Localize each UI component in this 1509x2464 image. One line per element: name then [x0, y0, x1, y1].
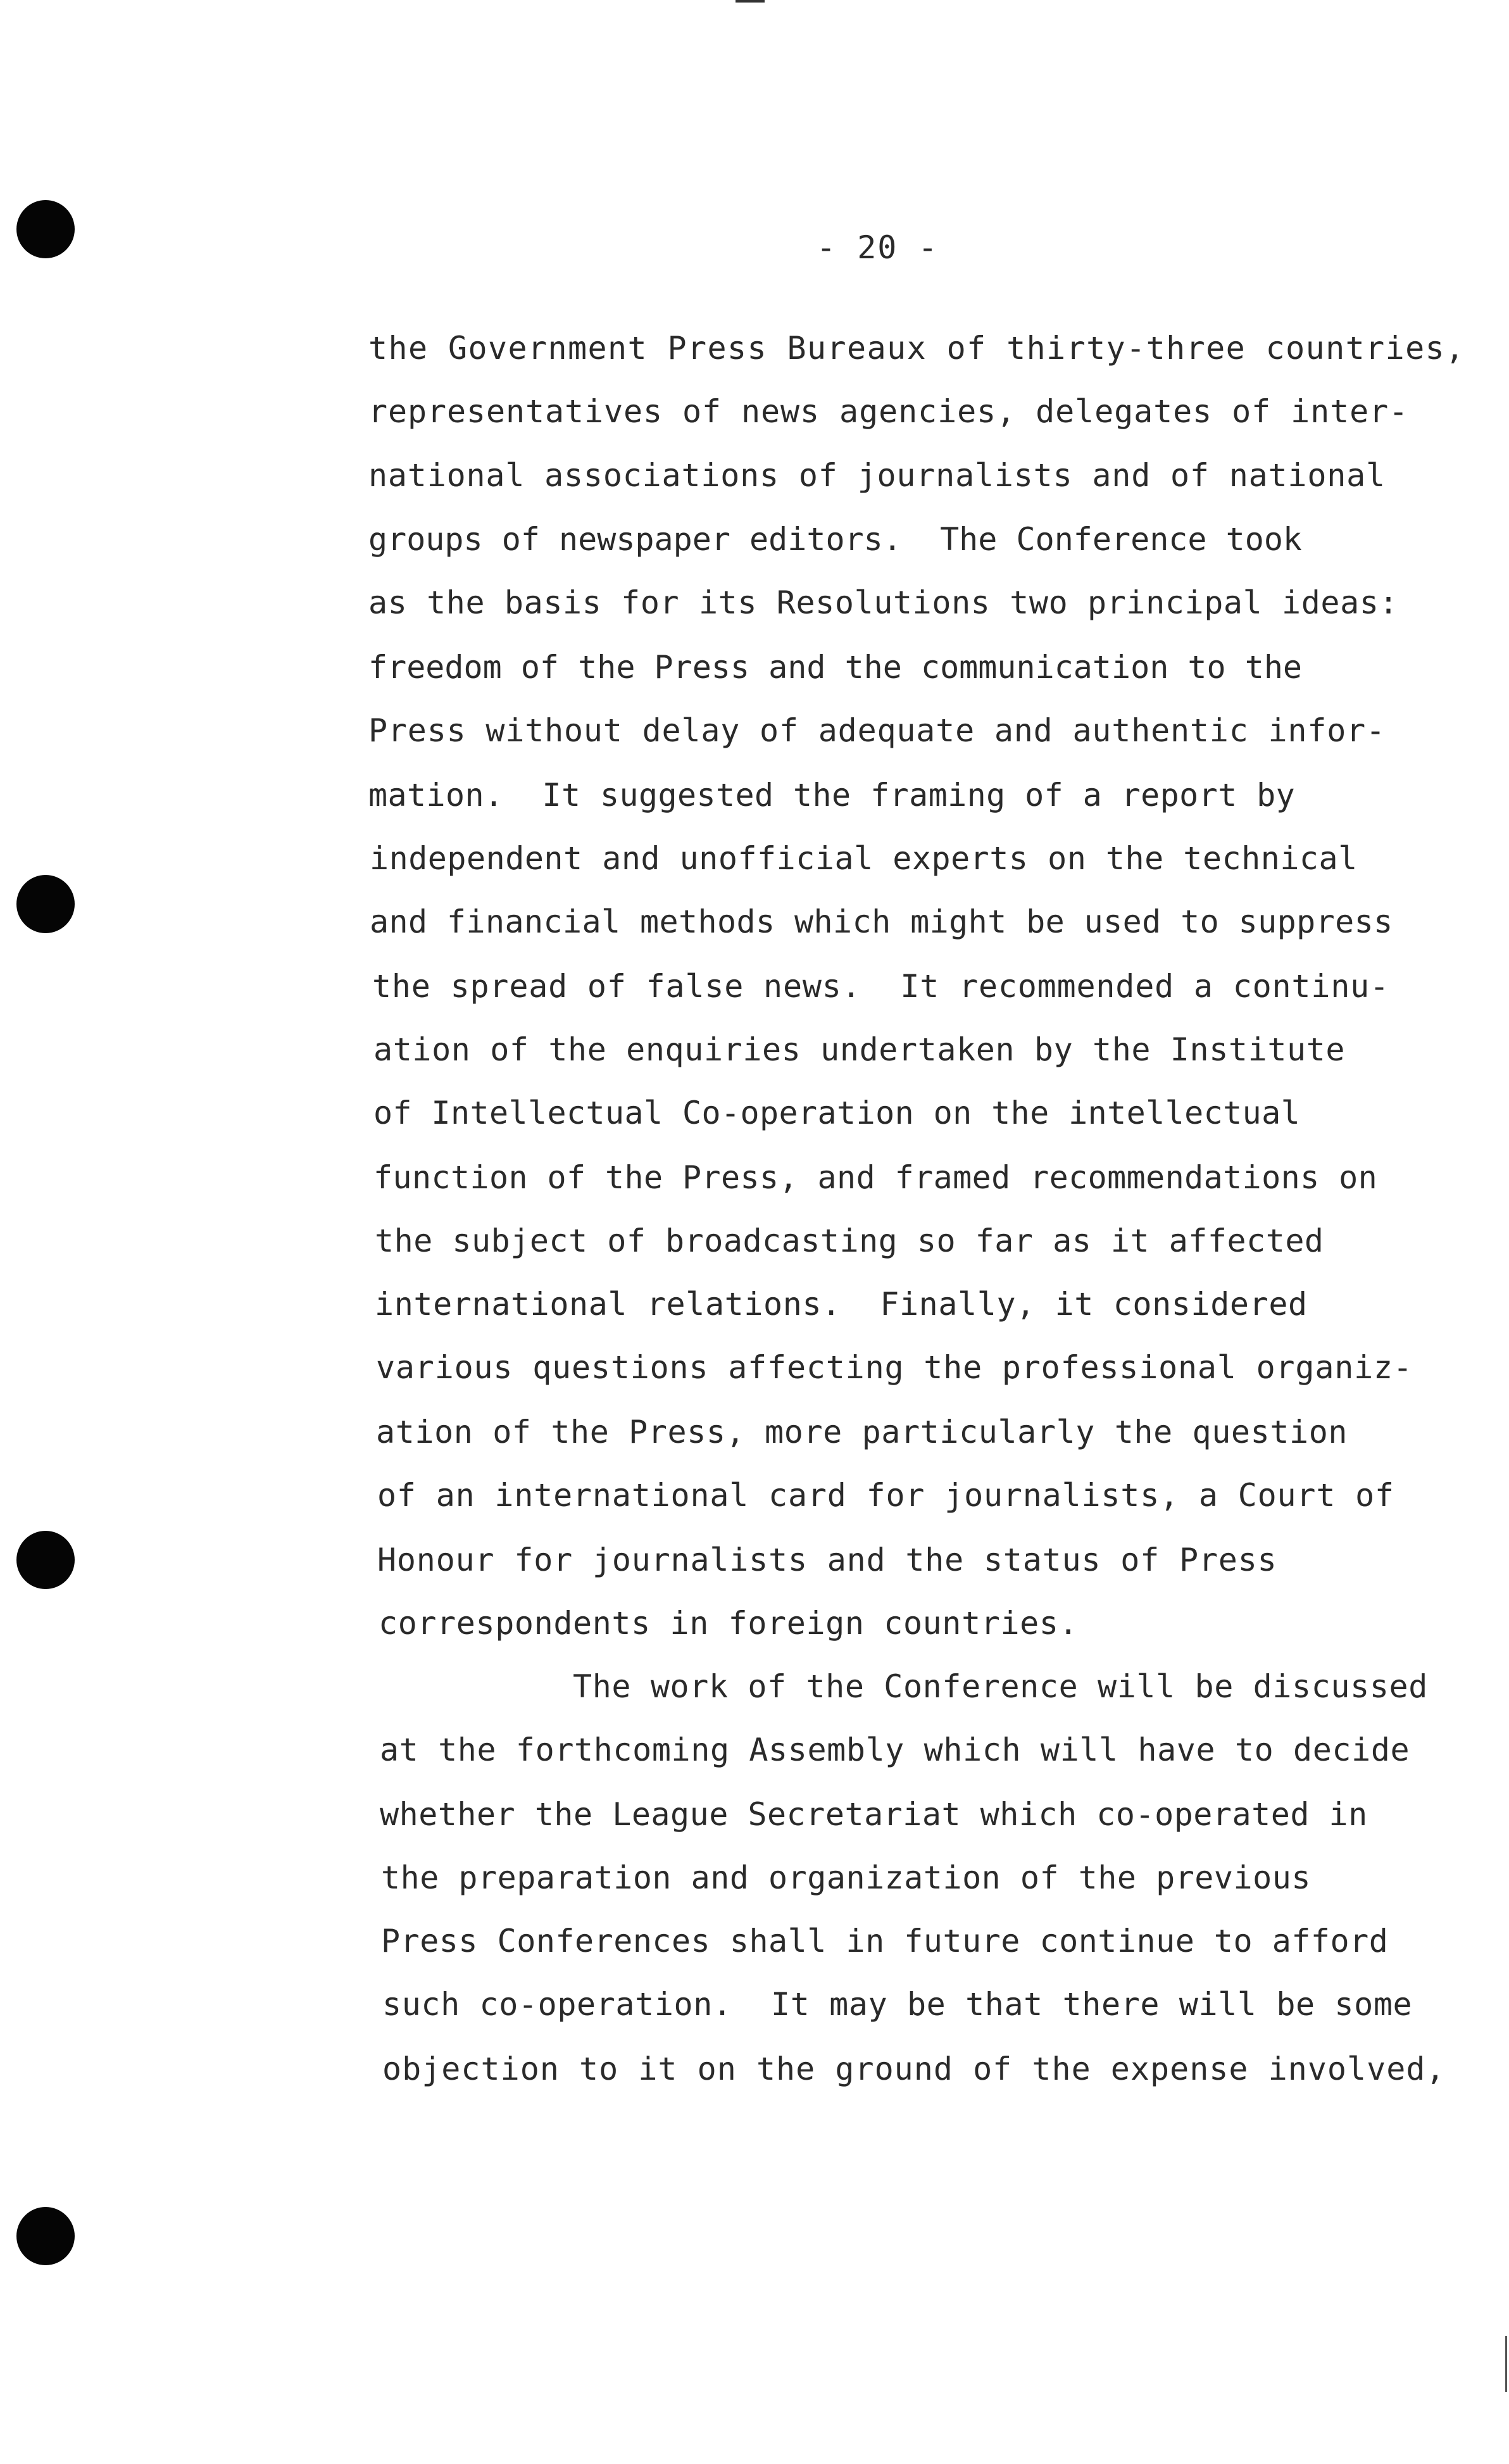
- body-line: independent and unofficial experts on the technical: [370, 840, 1358, 877]
- body-line: such co-operation. It may be that there will be some: [382, 1986, 1413, 2023]
- body-line: groups of newspaper editors. The Conference took: [368, 521, 1303, 558]
- body-line: international relations. Finally, it considered: [375, 1286, 1308, 1323]
- scan-mark-top: [736, 0, 765, 3]
- body-line: at the forthcoming Assembly which will have to decide: [380, 1732, 1410, 1768]
- body-line: the spread of false news. It recommended a continu-: [372, 968, 1389, 1005]
- body-line: of an international card for journalists, a Court of: [377, 1477, 1394, 1514]
- scan-mark-right: [1505, 2336, 1507, 2392]
- body-line: national associations of journalists and of national: [368, 457, 1386, 494]
- body-line: Honour for journalists and the status of Press: [377, 1542, 1277, 1578]
- body-line: correspondents in foreign countries.: [379, 1605, 1079, 1642]
- body-line: whether the League Secretariat which co-operated in: [380, 1796, 1368, 1833]
- body-line: ation of the enquiries undertaken by the Institute: [373, 1031, 1346, 1068]
- page-number: - 20 -: [817, 229, 939, 266]
- body-line: representatives of news agencies, delegates of inter-: [368, 393, 1409, 430]
- body-line: and financial methods which might be used to suppress: [370, 903, 1393, 940]
- body-line: as the basis for its Resolutions two principal ideas:: [368, 584, 1399, 621]
- body-line: Press without delay of adequate and authentic infor-: [368, 712, 1386, 749]
- body-line: the Government Press Bureaux of thirty-three countries,: [368, 330, 1465, 367]
- punch-hole: [16, 200, 75, 258]
- body-line: the subject of broadcasting so far as it affected: [375, 1223, 1324, 1259]
- body-line: mation. It suggested the framing of a report by: [368, 777, 1296, 814]
- body-line: the preparation and organization of the previous: [381, 1859, 1311, 1896]
- body-line: of Intellectual Co-operation on the intellectual: [373, 1095, 1301, 1131]
- body-line: function of the Press, and framed recommendations on: [373, 1159, 1378, 1196]
- punch-hole: [16, 875, 75, 933]
- body-line: freedom of the Press and the communication to the: [368, 649, 1303, 686]
- body-line: objection to it on the ground of the expense involved,: [382, 2051, 1446, 2087]
- body-line: Press Conferences shall in future continue to afford: [381, 1923, 1389, 1959]
- body-line: The work of the Conference will be discussed: [379, 1668, 1428, 1705]
- punch-hole: [16, 2207, 75, 2265]
- body-line: various questions affecting the professional organiz-: [376, 1349, 1413, 1386]
- punch-hole: [16, 1531, 75, 1589]
- body-line: ation of the Press, more particularly the question: [376, 1414, 1348, 1450]
